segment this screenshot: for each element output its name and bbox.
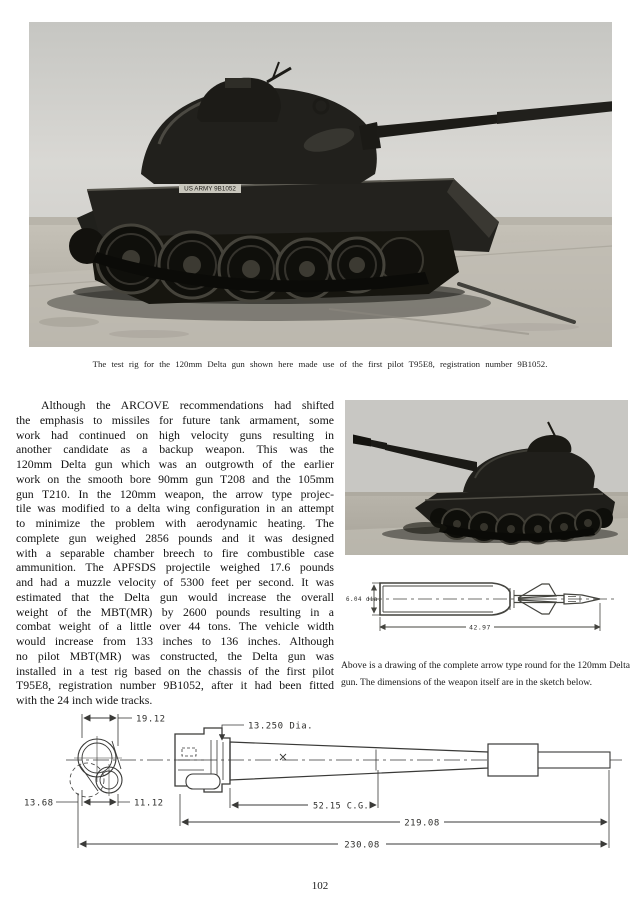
article-line: another candidate as a backup weapon. This was the: [16, 442, 334, 457]
article-line: weight of the MBT(MR) by 2600 pounds resulting in a: [16, 604, 334, 619]
article-line: work on the smooth bore 90mm gun T208 and the 105mm: [16, 471, 334, 486]
article-line: installed in a test rig based on the chassis of the first pilot: [16, 663, 334, 678]
article-line: 120mm Delta gun which was an outgrowth of the earlier: [16, 457, 334, 471]
article-line: and had a muzzle velocity of 5300 feet per second. It was: [16, 575, 334, 589]
article-line: no pilot MBT(MR) was constructed, the Delta gun was: [16, 648, 334, 663]
main-photo-caption: The test rig for the 120mm Delta gun shown here made use of the first pilot T95E8, registration number 9B1052.: [92, 359, 548, 369]
bore-evacuator: [488, 744, 538, 776]
article-line: work had continued on high velocity guns resulting in: [16, 427, 334, 442]
muzzle-tube: [538, 752, 610, 768]
round-dia-label: 6.04 dia.: [346, 597, 382, 603]
tank-photo-side-art: [345, 400, 628, 555]
article-line: with the 24 inch wide tracks.: [16, 693, 153, 707]
article-line: would increase from 133 inches to 136 inches. Although: [16, 634, 334, 648]
cg-mark: [280, 754, 286, 760]
article-line: tile was modified to a delta wing configuration in an attempt: [16, 501, 334, 516]
article-line: estimated that the Delta gun would increase the overall: [16, 589, 334, 604]
fins: [518, 584, 556, 614]
barrel: [230, 742, 488, 780]
round-length-label: 42.97: [469, 623, 491, 632]
hull-marking: US ARMY 9B1052: [184, 185, 236, 193]
tank-photo-main-art: [29, 22, 612, 347]
article-paragraph: [16, 398, 334, 708]
tank-photo-main: [29, 22, 612, 347]
gun-bottom-label: 11.12: [134, 798, 164, 809]
article-line: Although the ARCOVE recommendations had shifted: [41, 398, 334, 412]
round-drawing: [342, 558, 628, 658]
gun-cg-label: 52.15 C.G.: [313, 801, 370, 812]
side-caption: Above is a drawing of the complete arrow type round for the 120mm Delta gun. The dimensions of the weapon itself are in the sketch below.: [341, 660, 630, 688]
gun-drawing-art: [8, 698, 632, 876]
article-line: T95E8, registration number 9B1052, after it had been fitted: [16, 678, 334, 693]
gun-dia-label: 13.250 Dia.: [248, 721, 314, 732]
article-line: complete gun weighed 2856 pounds and it was designed: [16, 530, 334, 545]
gun-left-label: 13.68: [24, 798, 54, 809]
tank-photo-side: [345, 400, 628, 555]
page-number: 102: [311, 880, 329, 892]
article-line: to minimize the problem with aerodynamic heating. The: [16, 516, 334, 530]
article-line: ammunition. The APFSDS projectile weighed 17.6 pounds: [16, 560, 334, 575]
gun-width-label: 19.12: [136, 714, 166, 725]
article-line: combat weight of a little over 44 tons. The vehicle width: [16, 619, 334, 634]
gun-drawing: [8, 698, 632, 876]
round-drawing-art: [342, 558, 628, 658]
gun-overall-length-label: 230.08: [344, 840, 380, 851]
article-line: the emphasis to missiles for future tank armament, some: [16, 412, 334, 427]
gun-barrel-length-label: 219.08: [404, 818, 440, 829]
article-line: with a separable chamber breech to fire combustible case: [16, 545, 334, 560]
breech-end-view: [70, 736, 122, 797]
article-line: gun T210. In the 120mm weapon, the arrow type projec-: [16, 486, 334, 501]
